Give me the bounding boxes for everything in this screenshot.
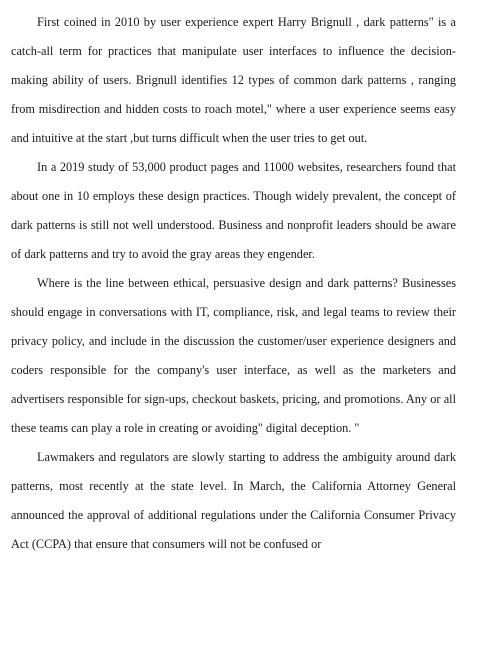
paragraph-2: In a 2019 study of 53,000 product pages and 11000 websites, researchers found that about one in 10 employs these design practices. Though widely prevalent, the concept of dark patterns is still not well understood. Business and nonprofit leaders should be aware of dark patterns and try to avoid the gray areas they engender. — [11, 160, 456, 261]
paragraph-1: First coined in 2010 by user experience expert Harry Brignull , dark patterns" is a catch-all term for practices that manipulate user interfaces to influence the decision-making ability of users. Brignull identifies 12 types of common dark patterns , ranging from misdirection and hidden costs to roach motel," where a user experience seems easy and intuitive at the start ,but turns difficult when the user tries to get out. — [11, 15, 456, 145]
paragraph-4: Lawmakers and regulators are slowly starting to address the ambiguity around dark patterns, most recently at the state level. In March, the California Attorney General announced the approval of additional regulations under the California Consumer Privacy Act (CCPA) that ensure that consumers will not be confused or — [11, 450, 456, 551]
paragraph-3: Where is the line between ethical, persuasive design and dark patterns? Businesses should engage in conversations with IT, compliance, risk, and legal teams to review their privacy policy, and include in the discussion the customer/user experience designers and coders responsible for the company's user interface, as well as the marketers and advertisers responsible for sign-ups, checkout baskets, pricing, and promotions. Any or all these teams can play a role in creating or avoiding" digital deception. " — [11, 276, 456, 435]
